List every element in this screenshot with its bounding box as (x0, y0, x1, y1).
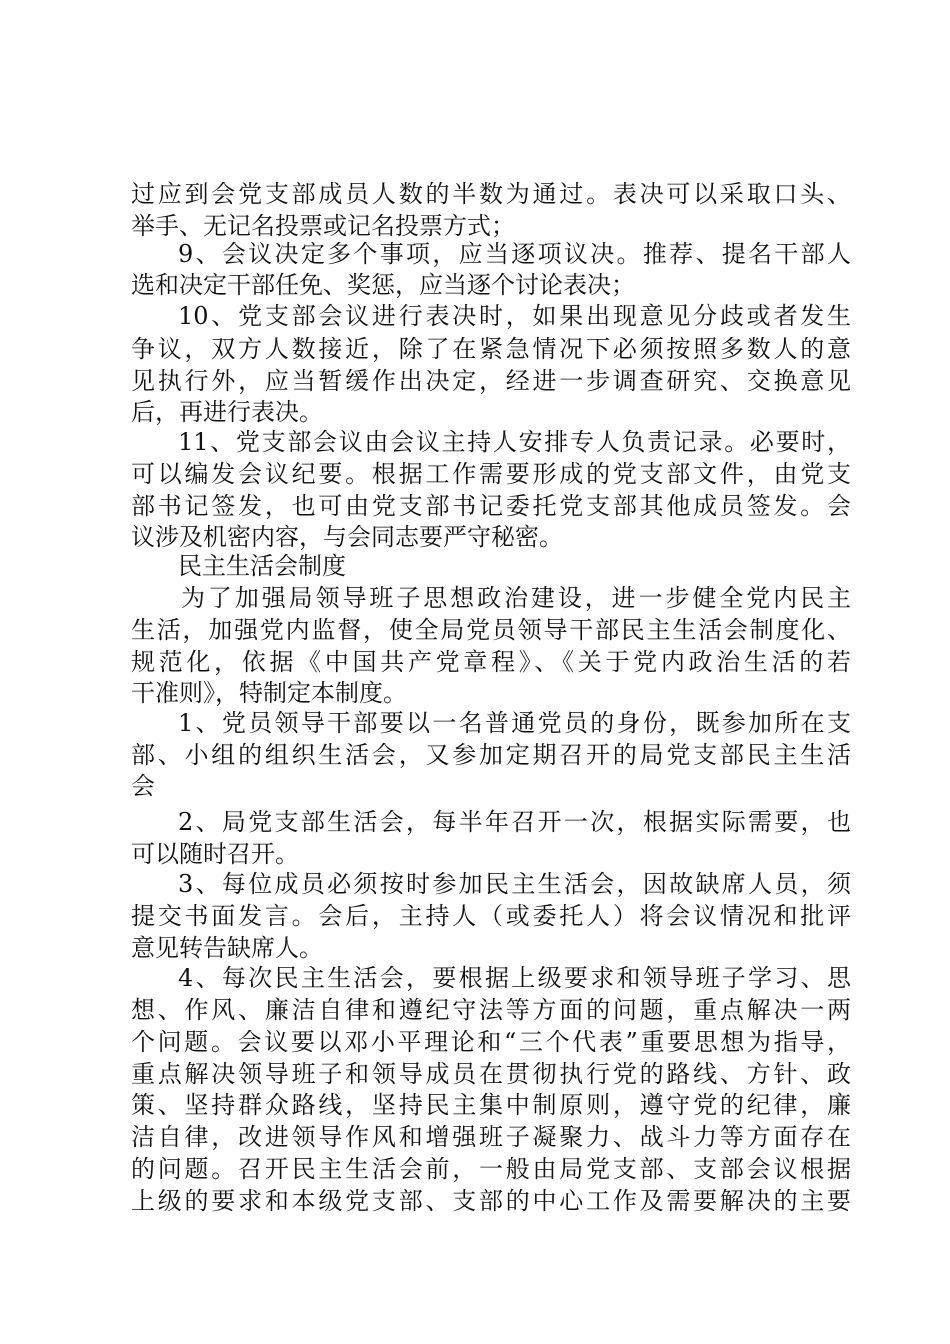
section-heading: 民主生活会制度 (178, 552, 346, 580)
text-line: 1、党员领导干部要以一名普通党员的身份，既参加所在支 (178, 709, 851, 737)
text-line: 个问题。会议要以邓小平理论和“三个代表”重要思想为指导， (131, 1028, 851, 1056)
text-line: 2、局党支部生活会，每半年召开一次，根据实际需要，也 (178, 808, 851, 836)
text-line: 生活，加强党内监督，使全局党员领导干部民主生活会制度化、 (131, 616, 851, 644)
text-line: 争议，双方人数接近，除了在紧急情况下必须按照多数人的意 (131, 335, 851, 363)
text-line: 11、党支部会议由会议主持人安排专人负责记录。必要时， (178, 428, 851, 456)
text-line: 后，再进行表决。 (131, 398, 323, 426)
text-line: 规范化，依据《中国共产党章程》、《关于党内政治生活的若 (131, 648, 851, 676)
text-line: 部书记签发，也可由党支部书记委托党支部其他成员签发。会 (131, 492, 851, 520)
text-line: 3、每位成员必须按时参加民主生活会，因故缺席人员，须 (178, 870, 851, 898)
text-line: 为了加强局领导班子思想政治建设，进一步健全党内民主 (181, 584, 851, 612)
text-line: 意见转告缺席人。 (131, 934, 323, 962)
text-line: 策、坚持群众路线，坚持民主集中制原则，遵守党的纪律，廉 (131, 1091, 851, 1119)
text-line: 9、会议决定多个事项，应当逐项议决。推荐、提名干部人 (178, 240, 851, 268)
text-line: 会 (131, 772, 155, 800)
text-line: 的问题。召开民主生活会前，一般由局党支部、支部会议根据 (131, 1155, 851, 1183)
text-line: 可以随时召开。 (131, 840, 299, 868)
text-line: 过应到会党支部成员人数的半数为通过。表决可以采取口头、 (131, 180, 851, 208)
text-line: 选和决定干部任免、奖惩，应当逐个讨论表决； (131, 271, 635, 299)
text-line: 10、党支部会议进行表决时，如果出现意见分歧或者发生 (178, 302, 851, 330)
text-line: 可以编发会议纪要。根据工作需要形成的党支部文件，由党支 (131, 460, 851, 488)
text-line: 议涉及机密内容，与会同志要严守秘密。 (131, 523, 563, 551)
text-line: 想、作风、廉洁自律和遵纪守法等方面的问题，重点解决一两 (131, 996, 851, 1024)
text-line: 举手、无记名投票或记名投票方式； (131, 212, 515, 240)
text-line: 提交书面发言。会后，主持人（或委托人）将会议情况和批评 (131, 902, 851, 930)
text-line: 洁自律，改进领导作风和增强班子凝聚力、战斗力等方面存在 (131, 1123, 851, 1151)
text-line: 见执行外，应当暂缓作出决定，经进一步调查研究、交换意见 (131, 367, 851, 395)
text-line: 上级的要求和本级党支部、支部的中心工作及需要解决的主要 (131, 1187, 851, 1215)
text-line: 重点解决领导班子和领导成员在贯彻执行党的路线、方针、政 (131, 1060, 851, 1088)
text-line: 部、小组的组织生活会，又参加定期召开的局党支部民主生活 (131, 741, 851, 769)
text-line: 4、每次民主生活会，要根据上级要求和领导班子学习、思 (178, 964, 851, 992)
text-line: 干准则》，特制定本制度。 (131, 679, 407, 707)
